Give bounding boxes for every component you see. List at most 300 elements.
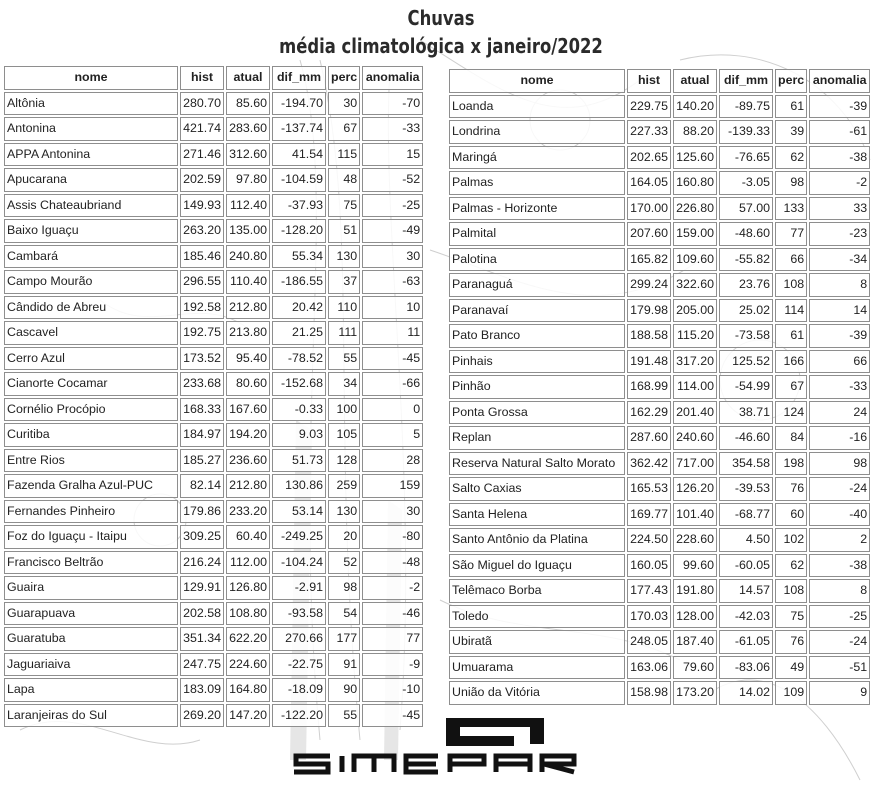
table-row	[4, 219, 423, 243]
cell-nome: Ponta Grossa	[449, 401, 625, 425]
table-row	[4, 194, 423, 218]
cell-perc: 130	[328, 500, 360, 524]
cell-dif-mm: 130.86	[272, 474, 326, 498]
cell-perc: 177	[328, 627, 360, 651]
cell-dif-mm: 23.76	[719, 273, 773, 297]
cell-atual: 236.60	[226, 449, 270, 473]
cell-atual: 128.00	[673, 605, 717, 629]
cell-dif-mm: -60.05	[719, 554, 773, 578]
cell-nome: Cornélio Procópio	[4, 398, 178, 422]
cell-atual: 135.00	[226, 219, 270, 243]
cell-nome: Cândido de Abreu	[4, 296, 178, 320]
cell-nome: Paranavaí	[449, 299, 625, 323]
cell-atual: 194.20	[226, 423, 270, 447]
cell-nome: Guaira	[4, 576, 178, 600]
cell-hist: 185.46	[180, 245, 224, 269]
page-title	[0, 4, 882, 60]
cell-hist: 164.05	[627, 171, 671, 195]
cell-dif-mm: -2.91	[272, 576, 326, 600]
cell-atual: 283.60	[226, 117, 270, 141]
table-row	[449, 477, 870, 501]
cell-perc: 110	[328, 296, 360, 320]
cell-nome: Curitiba	[4, 423, 178, 447]
cell-perc: 30	[328, 92, 360, 116]
cell-anomalia: -33	[362, 117, 423, 141]
cell-nome: Umuarama	[449, 656, 625, 680]
cell-dif-mm: -61.05	[719, 630, 773, 654]
cell-perc: 91	[328, 653, 360, 677]
table-row	[449, 605, 870, 629]
cell-hist: 170.03	[627, 605, 671, 629]
cell-atual: 312.60	[226, 143, 270, 167]
cell-hist: 173.52	[180, 347, 224, 371]
table-row	[449, 324, 870, 348]
cell-anomalia: -61	[809, 120, 870, 144]
cell-hist: 165.53	[627, 477, 671, 501]
cell-hist: 185.27	[180, 449, 224, 473]
cell-anomalia: -38	[809, 554, 870, 578]
cell-perc: 76	[775, 477, 807, 501]
cell-hist: 184.97	[180, 423, 224, 447]
cell-atual: 717.00	[673, 452, 717, 476]
cell-perc: 259	[328, 474, 360, 498]
cell-atual: 173.20	[673, 681, 717, 705]
cell-nome: Guaratuba	[4, 627, 178, 651]
cell-dif-mm: -128.20	[272, 219, 326, 243]
cell-nome: Salto Caxias	[449, 477, 625, 501]
cell-anomalia: -63	[362, 270, 423, 294]
cell-anomalia: -39	[809, 95, 870, 119]
table-row	[4, 474, 423, 498]
column-header-atual: atual	[226, 66, 270, 90]
table-row	[4, 398, 423, 422]
cell-perc: 166	[775, 350, 807, 374]
cell-perc: 75	[775, 605, 807, 629]
cell-hist: 309.25	[180, 525, 224, 549]
cell-dif-mm: -37.93	[272, 194, 326, 218]
table-header-row	[4, 66, 423, 90]
cell-dif-mm: -0.33	[272, 398, 326, 422]
cell-nome: São Miguel do Iguaçu	[449, 554, 625, 578]
cell-nome: Palmas	[449, 171, 625, 195]
table-row	[449, 579, 870, 603]
cell-atual: 95.40	[226, 347, 270, 371]
cell-dif-mm: -89.75	[719, 95, 773, 119]
simepar-logo	[290, 714, 580, 782]
cell-dif-mm: -39.53	[719, 477, 773, 501]
cell-hist: 287.60	[627, 426, 671, 450]
cell-atual: 160.80	[673, 171, 717, 195]
cell-perc: 111	[328, 321, 360, 345]
cell-anomalia: 77	[362, 627, 423, 651]
cell-atual: 322.60	[673, 273, 717, 297]
column-header-perc: perc	[328, 66, 360, 90]
cell-nome: Campo Mourão	[4, 270, 178, 294]
cell-nome: Paranaguá	[449, 273, 625, 297]
table-row	[449, 554, 870, 578]
cell-dif-mm: -93.58	[272, 602, 326, 626]
cell-hist: 247.75	[180, 653, 224, 677]
cell-dif-mm: 41.54	[272, 143, 326, 167]
cell-hist: 183.09	[180, 678, 224, 702]
cell-nome: Cascavel	[4, 321, 178, 345]
cell-perc: 128	[328, 449, 360, 473]
cell-hist: 179.98	[627, 299, 671, 323]
table-row	[449, 197, 870, 221]
cell-perc: 67	[328, 117, 360, 141]
cell-hist: 188.58	[627, 324, 671, 348]
cell-hist: 207.60	[627, 222, 671, 246]
cell-nome: Lapa	[4, 678, 178, 702]
table-row	[4, 168, 423, 192]
cell-hist: 177.43	[627, 579, 671, 603]
cell-nome: Santa Helena	[449, 503, 625, 527]
cell-atual: 317.20	[673, 350, 717, 374]
cell-dif-mm: 270.66	[272, 627, 326, 651]
table-row	[4, 653, 423, 677]
cell-nome: Altônia	[4, 92, 178, 116]
cell-atual: 125.60	[673, 146, 717, 170]
cell-dif-mm: 38.71	[719, 401, 773, 425]
cell-hist: 299.24	[627, 273, 671, 297]
cell-anomalia: 30	[362, 245, 423, 269]
title-line-1: Chuvas	[407, 6, 475, 30]
cell-anomalia: 28	[362, 449, 423, 473]
cell-anomalia: -66	[362, 372, 423, 396]
cell-perc: 115	[328, 143, 360, 167]
cell-atual: 101.40	[673, 503, 717, 527]
title-line-2: média climatológica x janeiro/2022	[279, 34, 603, 58]
table-header-row	[449, 69, 870, 93]
cell-hist: 229.75	[627, 95, 671, 119]
cell-anomalia: 33	[809, 197, 870, 221]
cell-anomalia: -80	[362, 525, 423, 549]
cell-nome: Toledo	[449, 605, 625, 629]
table-row	[4, 525, 423, 549]
cell-anomalia: -34	[809, 248, 870, 272]
table-row	[4, 602, 423, 626]
cell-nome: Palotina	[449, 248, 625, 272]
cell-dif-mm: -186.55	[272, 270, 326, 294]
cell-perc: 55	[328, 704, 360, 728]
cell-perc: 20	[328, 525, 360, 549]
cell-nome: Santo Antônio da Platina	[449, 528, 625, 552]
cell-atual: 240.80	[226, 245, 270, 269]
cell-hist: 362.42	[627, 452, 671, 476]
cell-anomalia: 98	[809, 452, 870, 476]
cell-nome: Fernandes Pinheiro	[4, 500, 178, 524]
cell-nome: Replan	[449, 426, 625, 450]
cell-nome: Ubiratã	[449, 630, 625, 654]
cell-dif-mm: -104.24	[272, 551, 326, 575]
cell-anomalia: -49	[362, 219, 423, 243]
cell-anomalia: 8	[809, 579, 870, 603]
cell-atual: 159.00	[673, 222, 717, 246]
cell-dif-mm: 51.73	[272, 449, 326, 473]
cell-perc: 67	[775, 375, 807, 399]
cell-perc: 51	[328, 219, 360, 243]
cell-nome: Entre Rios	[4, 449, 178, 473]
table-row	[4, 245, 423, 269]
cell-perc: 76	[775, 630, 807, 654]
cell-atual: 99.60	[673, 554, 717, 578]
table-row	[449, 273, 870, 297]
cell-dif-mm: -76.65	[719, 146, 773, 170]
table-row	[449, 248, 870, 272]
cell-nome: Loanda	[449, 95, 625, 119]
cell-perc: 37	[328, 270, 360, 294]
cell-nome: Baixo Iguaçu	[4, 219, 178, 243]
table-row	[449, 528, 870, 552]
cell-nome: União da Vitória	[449, 681, 625, 705]
cell-atual: 240.60	[673, 426, 717, 450]
column-header-anomalia: anomalia	[362, 66, 423, 90]
table-row	[449, 120, 870, 144]
cell-hist: 160.05	[627, 554, 671, 578]
cell-hist: 216.24	[180, 551, 224, 575]
table-row	[449, 299, 870, 323]
cell-perc: 130	[328, 245, 360, 269]
column-header-anomalia: anomalia	[809, 69, 870, 93]
cell-nome: Guarapuava	[4, 602, 178, 626]
cell-hist: 169.77	[627, 503, 671, 527]
cell-dif-mm: -83.06	[719, 656, 773, 680]
column-header-dif-mm: dif_mm	[272, 66, 326, 90]
column-header-perc: perc	[775, 69, 807, 93]
cell-anomalia: 24	[809, 401, 870, 425]
cell-nome: Reserva Natural Salto Morato	[449, 452, 625, 476]
cell-anomalia: -45	[362, 704, 423, 728]
cell-atual: 212.80	[226, 474, 270, 498]
cell-perc: 77	[775, 222, 807, 246]
cell-hist: 192.58	[180, 296, 224, 320]
cell-perc: 198	[775, 452, 807, 476]
cell-hist: 179.86	[180, 500, 224, 524]
table-row	[449, 630, 870, 654]
rain-table-left	[2, 64, 425, 729]
cell-anomalia: -38	[809, 146, 870, 170]
cell-nome: Jaguariaiva	[4, 653, 178, 677]
cell-anomalia: -39	[809, 324, 870, 348]
cell-hist: 162.29	[627, 401, 671, 425]
cell-dif-mm: -48.60	[719, 222, 773, 246]
rain-table-right	[447, 67, 872, 707]
cell-atual: 167.60	[226, 398, 270, 422]
cell-anomalia: 10	[362, 296, 423, 320]
cell-nome: Fazenda Gralha Azul-PUC	[4, 474, 178, 498]
cell-hist: 158.98	[627, 681, 671, 705]
cell-hist: 170.00	[627, 197, 671, 221]
table-row	[449, 681, 870, 705]
cell-dif-mm: 55.34	[272, 245, 326, 269]
cell-atual: 212.80	[226, 296, 270, 320]
cell-anomalia: 14	[809, 299, 870, 323]
cell-perc: 61	[775, 324, 807, 348]
cell-anomalia: -33	[809, 375, 870, 399]
cell-anomalia: -25	[809, 605, 870, 629]
cell-nome: Palmital	[449, 222, 625, 246]
table-row	[449, 146, 870, 170]
cell-dif-mm: -122.20	[272, 704, 326, 728]
cell-anomalia: 30	[362, 500, 423, 524]
cell-nome: Pinhais	[449, 350, 625, 374]
cell-atual: 228.60	[673, 528, 717, 552]
cell-dif-mm: 20.42	[272, 296, 326, 320]
cell-perc: 124	[775, 401, 807, 425]
cell-anomalia: -10	[362, 678, 423, 702]
cell-hist: 168.33	[180, 398, 224, 422]
table-row	[4, 270, 423, 294]
cell-hist: 149.93	[180, 194, 224, 218]
cell-perc: 48	[328, 168, 360, 192]
cell-dif-mm: 125.52	[719, 350, 773, 374]
table-row	[4, 678, 423, 702]
table-row	[4, 551, 423, 575]
cell-perc: 39	[775, 120, 807, 144]
cell-hist: 271.46	[180, 143, 224, 167]
cell-hist: 227.33	[627, 120, 671, 144]
cell-hist: 192.75	[180, 321, 224, 345]
cell-perc: 98	[775, 171, 807, 195]
column-header-hist: hist	[627, 69, 671, 93]
cell-perc: 54	[328, 602, 360, 626]
cell-anomalia: -24	[809, 477, 870, 501]
cell-anomalia: 66	[809, 350, 870, 374]
cell-nome: Cianorte Cocamar	[4, 372, 178, 396]
cell-dif-mm: -194.70	[272, 92, 326, 116]
cell-dif-mm: -18.09	[272, 678, 326, 702]
cell-nome: Antonina	[4, 117, 178, 141]
cell-dif-mm: -152.68	[272, 372, 326, 396]
cell-perc: 34	[328, 372, 360, 396]
cell-anomalia: 159	[362, 474, 423, 498]
column-header-nome: nome	[4, 66, 178, 90]
cell-perc: 75	[328, 194, 360, 218]
cell-dif-mm: -78.52	[272, 347, 326, 371]
table-row	[4, 347, 423, 371]
cell-atual: 112.00	[226, 551, 270, 575]
cell-hist: 168.99	[627, 375, 671, 399]
cell-dif-mm: -137.74	[272, 117, 326, 141]
cell-anomalia: 15	[362, 143, 423, 167]
cell-hist: 248.05	[627, 630, 671, 654]
cell-dif-mm: 14.57	[719, 579, 773, 603]
cell-atual: 201.40	[673, 401, 717, 425]
table-row	[4, 296, 423, 320]
cell-nome: Assis Chateaubriand	[4, 194, 178, 218]
cell-perc: 109	[775, 681, 807, 705]
cell-nome: Maringá	[449, 146, 625, 170]
cell-dif-mm: 25.02	[719, 299, 773, 323]
cell-atual: 85.60	[226, 92, 270, 116]
cell-hist: 351.34	[180, 627, 224, 651]
table-row	[4, 449, 423, 473]
table-row	[449, 401, 870, 425]
cell-anomalia: -24	[809, 630, 870, 654]
cell-nome: Londrina	[449, 120, 625, 144]
cell-dif-mm: -73.58	[719, 324, 773, 348]
cell-hist: 191.48	[627, 350, 671, 374]
cell-atual: 80.60	[226, 372, 270, 396]
table-row	[449, 375, 870, 399]
table-row	[4, 423, 423, 447]
cell-nome: APPA Antonina	[4, 143, 178, 167]
cell-hist: 233.68	[180, 372, 224, 396]
cell-anomalia: -23	[809, 222, 870, 246]
cell-perc: 100	[328, 398, 360, 422]
cell-perc: 84	[775, 426, 807, 450]
table-row	[4, 627, 423, 651]
table-row	[449, 656, 870, 680]
cell-atual: 622.20	[226, 627, 270, 651]
cell-atual: 97.80	[226, 168, 270, 192]
table-row	[449, 452, 870, 476]
cell-anomalia: -2	[809, 171, 870, 195]
cell-hist: 165.82	[627, 248, 671, 272]
cell-anomalia: 2	[809, 528, 870, 552]
cell-atual: 187.40	[673, 630, 717, 654]
cell-atual: 213.80	[226, 321, 270, 345]
cell-perc: 102	[775, 528, 807, 552]
cell-atual: 140.20	[673, 95, 717, 119]
cell-anomalia: -16	[809, 426, 870, 450]
cell-hist: 224.50	[627, 528, 671, 552]
cell-perc: 66	[775, 248, 807, 272]
cell-perc: 62	[775, 146, 807, 170]
table-row	[4, 576, 423, 600]
cell-anomalia: -48	[362, 551, 423, 575]
cell-anomalia: 8	[809, 273, 870, 297]
cell-anomalia: -51	[809, 656, 870, 680]
column-header-dif-mm: dif_mm	[719, 69, 773, 93]
cell-dif-mm: 9.03	[272, 423, 326, 447]
cell-perc: 55	[328, 347, 360, 371]
cell-dif-mm: 57.00	[719, 197, 773, 221]
cell-perc: 60	[775, 503, 807, 527]
cell-dif-mm: -42.03	[719, 605, 773, 629]
cell-anomalia: -9	[362, 653, 423, 677]
cell-dif-mm: -3.05	[719, 171, 773, 195]
column-header-hist: hist	[180, 66, 224, 90]
cell-atual: 126.20	[673, 477, 717, 501]
cell-perc: 61	[775, 95, 807, 119]
cell-atual: 112.40	[226, 194, 270, 218]
cell-anomalia: 9	[809, 681, 870, 705]
cell-anomalia: -46	[362, 602, 423, 626]
cell-dif-mm: 53.14	[272, 500, 326, 524]
cell-dif-mm: -54.99	[719, 375, 773, 399]
cell-atual: 109.60	[673, 248, 717, 272]
column-header-atual: atual	[673, 69, 717, 93]
cell-nome: Cerro Azul	[4, 347, 178, 371]
cell-dif-mm: -68.77	[719, 503, 773, 527]
cell-dif-mm: -249.25	[272, 525, 326, 549]
cell-atual: 108.80	[226, 602, 270, 626]
cell-nome: Palmas - Horizonte	[449, 197, 625, 221]
cell-anomalia: -45	[362, 347, 423, 371]
cell-dif-mm: -46.60	[719, 426, 773, 450]
cell-atual: 224.60	[226, 653, 270, 677]
table-row	[4, 92, 423, 116]
cell-perc: 62	[775, 554, 807, 578]
cell-atual: 205.00	[673, 299, 717, 323]
cell-perc: 90	[328, 678, 360, 702]
cell-dif-mm: -55.82	[719, 248, 773, 272]
cell-hist: 296.55	[180, 270, 224, 294]
cell-atual: 79.60	[673, 656, 717, 680]
cell-atual: 191.80	[673, 579, 717, 603]
cell-anomalia: -25	[362, 194, 423, 218]
